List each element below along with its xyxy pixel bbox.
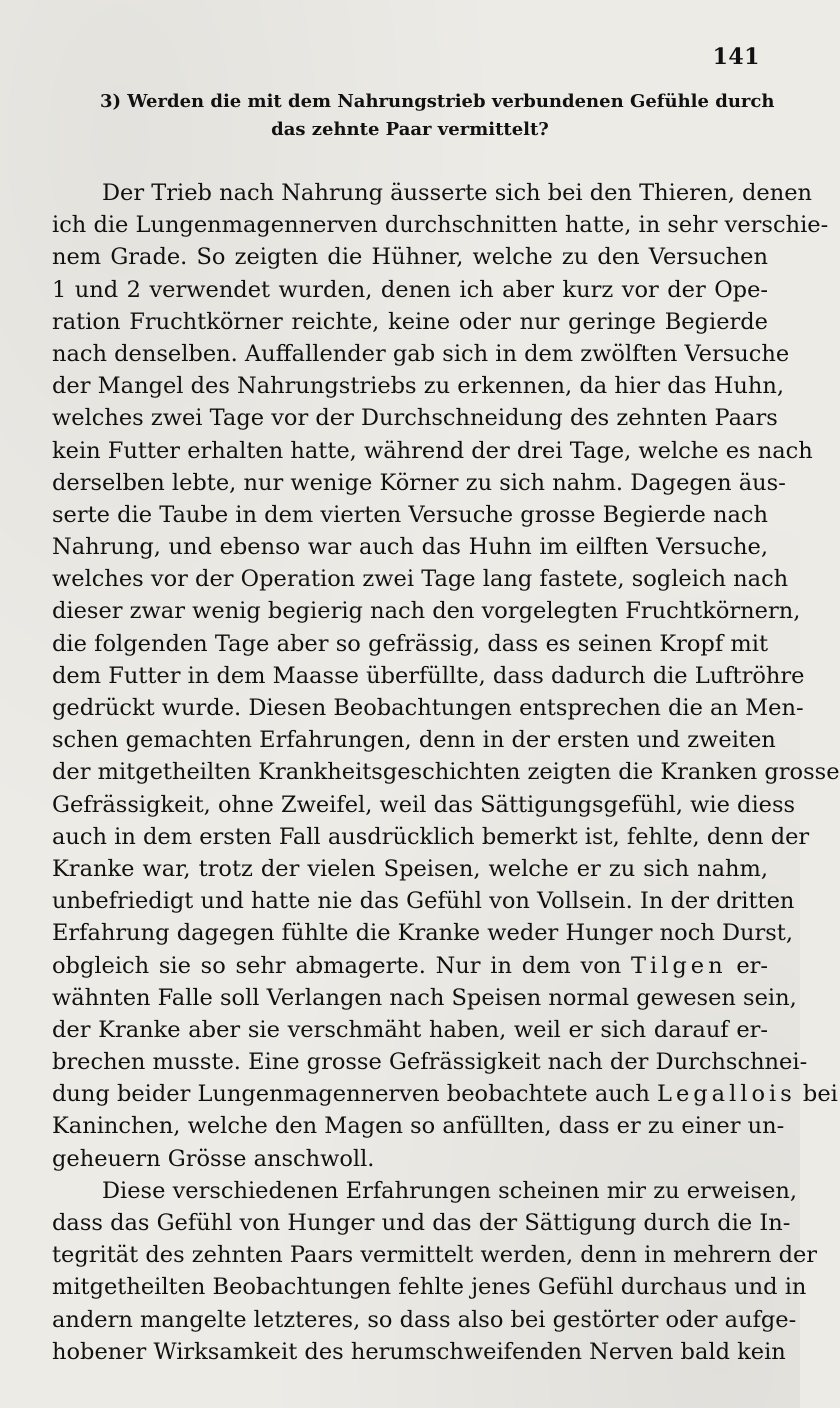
- text-line: dass das Gefühl von Hunger und das der Sättigung durch die In-: [52, 1210, 791, 1236]
- text-line: dem Futter in dem Maasse überfüllte, dass dadurch die Luftröhre: [52, 662, 805, 689]
- text-line: gedrückt wurde. Diesen Beobachtungen entsprechen die an Men-: [52, 695, 804, 721]
- text-line: serte die Taube in dem vierten Versuche grosse Begierde nach: [52, 501, 768, 528]
- text-line: tegrität des zehnten Paars vermittelt werden, denn in mehrern der: [52, 1242, 818, 1269]
- text-line-legallois: [52, 1078, 838, 1110]
- text-line: die folgenden Tage aber so gefrässig, dass es seinen Kropf mit: [52, 630, 768, 657]
- text-line: Diese verschiedenen Erfahrungen scheinen mir zu erweisen,: [102, 1177, 798, 1204]
- text-line: Der Trieb nach Nahrung äusserte sich bei den Thieren, denen: [102, 180, 813, 206]
- text-line: der mitgetheilten Krankheitsgeschichten zeigten die Kranken grosse: [52, 759, 840, 786]
- heading-line-1: 3) Werden die mit dem Nahrungstrieb verbundenen Gefühle durch: [100, 91, 775, 112]
- text-line: welches vor der Operation zwei Tage lang fastete, sogleich nach: [52, 566, 789, 593]
- text-line: ration Fruchtkörner reichte, keine oder nur geringe Begierde: [52, 308, 768, 335]
- text-line: kein Futter erhalten hatte, während der drei Tage, welche es nach: [52, 437, 813, 464]
- text-line: brechen musste. Eine grosse Gefrässigkeit nach der Durchschnei-: [52, 1049, 808, 1076]
- text-line-tilgen: [52, 950, 768, 982]
- text-line: 1 und 2 verwendet wurden, denen ich aber kurz vor der Ope-: [52, 276, 768, 303]
- section-heading: [100, 88, 775, 144]
- text-fragment: er-: [726, 952, 768, 979]
- text-line: ich die Lungenmagennerven durchschnitten hatte, in sehr verschie-: [52, 212, 829, 239]
- text-line: Gefrässigkeit, ohne Zweifel, weil das Sättigungsgefühl, wie diess: [52, 791, 796, 818]
- text-line: Kranke war, trotz der vielen Speisen, welche er zu sich nahm,: [52, 855, 768, 882]
- text-line: Nahrung, und ebenso war auch das Huhn im eilften Versuche,: [52, 534, 768, 561]
- text-line: Kaninchen, welche den Magen so anfüllten, dass er zu einer un-: [52, 1113, 785, 1140]
- text-line: derselben lebte, nur wenige Körner zu sich nahm. Dagegen äus-: [52, 469, 786, 496]
- text-line: schen gemachten Erfahrungen, denn in der ersten und zweiten: [52, 727, 776, 754]
- body-text: [52, 177, 840, 1368]
- text-fragment: dung beider Lungenmagennerven beobachtete auch: [52, 1081, 657, 1108]
- text-line: Erfahrung dagegen fühlte die Kranke weder Hunger noch Durst,: [52, 920, 793, 947]
- text-fragment: bei: [795, 1081, 838, 1108]
- text-line: nem Grade. So zeigten die Hühner, welche zu den Versuchen: [52, 244, 768, 271]
- text-line: welches zwei Tage vor der Durchschneidung des zehnten Paars: [52, 405, 778, 432]
- text-line: hobener Wirksamkeit des herumschweifenden Nerven bald kein: [52, 1338, 786, 1365]
- paragraph-end-line: geheuern Grösse anschwoll.: [52, 1145, 375, 1172]
- text-line: unbefriedigt und hatte nie das Gefühl von Vollsein. In der dritten: [52, 888, 795, 915]
- text-line: nach denselben. Auffallender gab sich in dem zwölften Versuche: [52, 340, 790, 367]
- text-line: der Mangel des Nahrungstriebs zu erkennen, da hier das Huhn,: [52, 373, 784, 400]
- text-line: mitgetheilten Beobachtungen fehlte jenes Gefühl durchaus und in: [52, 1274, 807, 1301]
- text-line: der Kranke aber sie verschmäht haben, weil er sich darauf er-: [52, 1016, 768, 1043]
- text-line: andern mangelte letzteres, so dass also bei gestörter oder aufge-: [52, 1306, 797, 1333]
- author-name-tilgen: Tilgen: [630, 952, 727, 979]
- page-number: 141: [712, 44, 760, 70]
- text-line: auch in dem ersten Fall ausdrücklich bemerkt ist, fehlte, denn der: [52, 823, 810, 850]
- author-name-legallois: Legallois: [657, 1081, 796, 1108]
- text-fragment: obgleich sie so sehr abmagerte. Nur in dem von: [52, 952, 631, 979]
- text-line: dieser zwar wenig begierig nach den vorgelegten Fruchtkörnern,: [52, 598, 801, 625]
- heading-line-2: das zehnte Paar vermittelt?: [271, 119, 549, 140]
- text-line: wähnten Falle soll Verlangen nach Speisen normal gewesen sein,: [52, 984, 797, 1011]
